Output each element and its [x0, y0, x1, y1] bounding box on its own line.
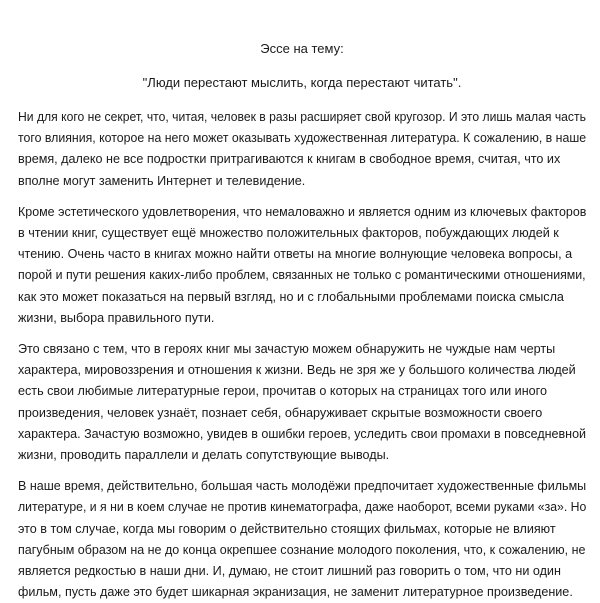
paragraph-line: чтению. Очень часто в книгах можно найти ответы на многие волнующие человека вопросы, а: [18, 247, 573, 262]
essay-heading: Эссе на тему:: [260, 41, 344, 56]
paragraph-line: того влияния, которое на него может оказывать художественная литература. К сожалению, в наше: [18, 131, 587, 146]
paragraph-line: Кроме эстетического удовлетворения, что немаловажно и является одним из ключевых факторов: [18, 204, 587, 219]
paragraph-line: жизни, выбора правильного пути.: [18, 310, 215, 325]
essay-body: [18, 107, 586, 603]
essay-paragraph-2: [18, 202, 586, 329]
paragraph-line: В наше время, действительно, большая часть молодёжи предпочитает художественные фильмы: [18, 479, 587, 494]
paragraph-line: как это может показаться на первый взгляд, но и с глобальными проблемами поиска смысла: [18, 289, 564, 304]
paragraph-line: в чтении книг, существует ещё множество положительных факторов, побуждающих людей к: [18, 226, 559, 241]
paragraph-line: вполне могут заменить Интернет и телевидение.: [18, 173, 306, 188]
paragraph-line: порой и пути решения каких-либо проблем, связанных не только с романтическими отношениями,: [18, 268, 586, 283]
paragraph-line: фильм, пусть даже это будет шикарная экранизация, не заменит литературное произведение.: [18, 585, 573, 600]
paragraph-line: жизни, проводить параллели и делать сопутствующие выводы.: [18, 448, 390, 463]
essay-paragraph-3: [18, 339, 586, 466]
essay-title: "Люди перестают мыслить, когда перестают читать".: [142, 75, 462, 90]
paragraph-line: пагубным образом на не до конца окрепшее сознание молодого поколения, что, к сожалению, не: [18, 542, 586, 557]
paragraph-line: характера. Зачастую возможно, увидев в ошибки героев, уследить свои промахи в повседневной: [18, 426, 587, 441]
paragraph-line: Ни для кого не секрет, что, читая, человек в разы расширяет свой кругозор. И это лишь малая часть: [18, 110, 586, 124]
paragraph-line: литературе, и я ни в коем случае не против кинематографа, даже наоборот, всеми руками «за». Но: [18, 500, 587, 515]
essay-paragraph-1: [18, 107, 586, 192]
paragraph-line: является редкостью в наши дни. И, думаю, не стоит лишний раз говорить о том, что ни один: [18, 564, 561, 579]
paragraph-line: Это связано с тем, что в героях книг мы зачастую можем обнаружить не чуждые нам черты: [18, 342, 556, 357]
paragraph-line: характера, мировоззрения и отношения к жизни. Ведь не зря же у большого количества людей: [18, 363, 576, 378]
essay-paragraph-4: [18, 476, 586, 603]
paragraph-line: это в том случае, когда мы говорим о действительно стоящих фильмах, которые не влияют: [18, 521, 556, 536]
paragraph-line: произведения, человек узнаёт, познает себя, обнаруживает скрытые возможности своего: [18, 405, 543, 420]
paragraph-line: время, далеко не все подростки притрагиваются к книгам в свободное время, считая, что их: [18, 152, 561, 167]
paragraph-line: есть свои любимые литературные герои, прочитав о которых на страницах того или иного: [18, 384, 547, 399]
